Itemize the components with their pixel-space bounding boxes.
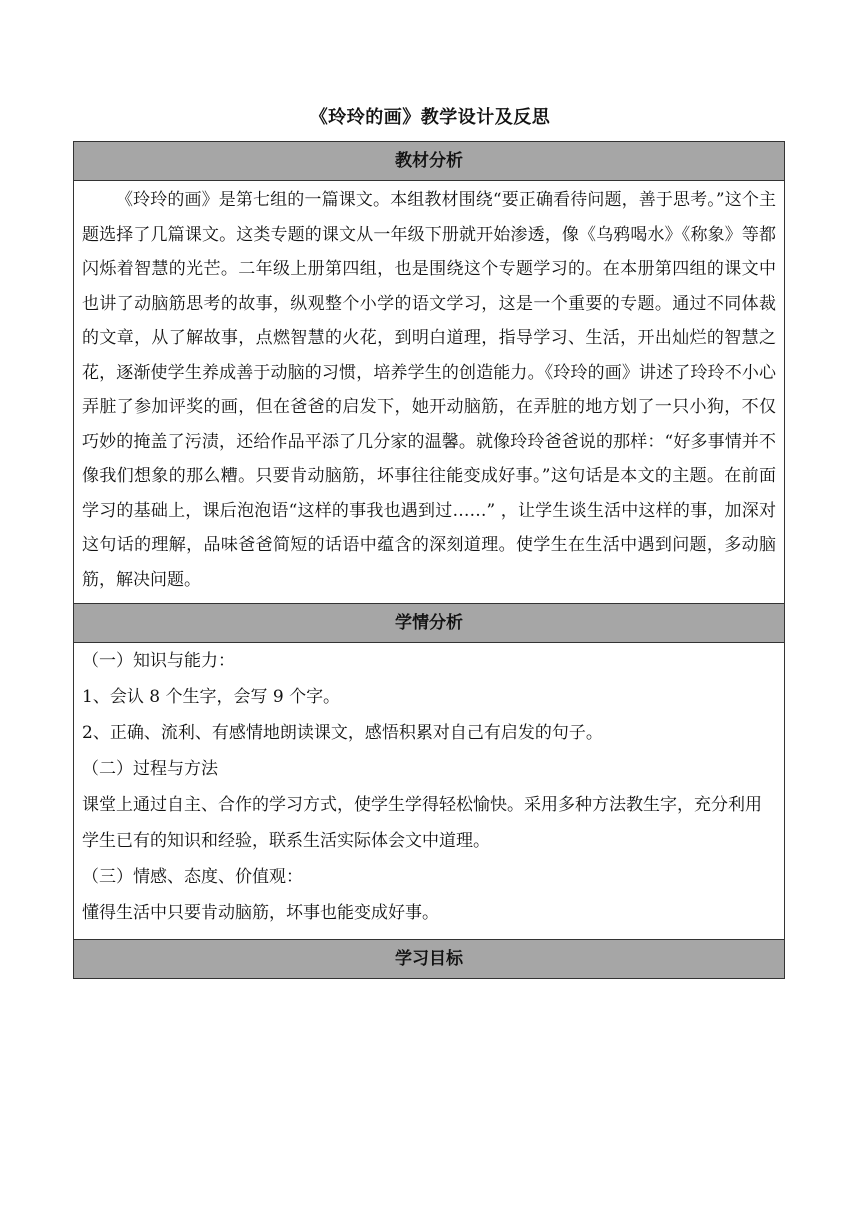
material-analysis-cell (74, 181, 784, 604)
material-analysis-text: 《玲玲的画》是第七组的一篇课文。本组教材围绕“要正确看待问题，善于思考。”这个主题选择了几篇课文。这类专题的课文从一年级下册就开始渗透，像《乌鸦喝水》《称象》等都闪烁着智慧的光芒。二年级上册第四组，也是围绕这个专题学习的。在本册第四组的课文中也讲了动脑筋思考的故事，纵观整个小学的语文学习，这是一个重要的专题。通过不同体裁的文章，从了解故事，点燃智慧的火花，到明白道理，指导学习、生活，开出灿烂的智慧之花，逐渐使学生养成善于动脑的习惯，培养学生的创造能力。《玲玲的画》讲述了玲玲不小心弄脏了参加评奖的画，但在爸爸的启发下，她开动脑筋，在弄脏的地方划了一只小狗，不仅巧妙的掩盖了污渍，还给作品平添了几分家的温馨。就像玲玲爸爸说的那样：“好多事情并不像我们想象的那么糟。只要肯动脑筋，坏事往往能变成好事。”这句话是本文的主题。在前面学习的基础上，课后泡泡语“这样的事我也遇到过……” ，让学生谈生活中这样的事，加深对这句话的理解，品味爸爸简短的话语中蕴含的深刻道理。使学生在生活中遇到问题，多动脑筋，解决问题。 (82, 190, 776, 590)
student-analysis-cell (74, 643, 784, 940)
student-analysis-line: 2、正确、流利、有感情地朗读课文，感悟积累对自己有启发的句子。 (82, 723, 603, 743)
lesson-plan-table (73, 141, 785, 979)
student-analysis-line: （一）知识与能力： (82, 651, 235, 671)
section-heading-student-analysis: 学情分析 (74, 604, 784, 643)
section-heading-material-analysis: 教材分析 (74, 142, 784, 181)
student-analysis-line: 1、会认 8 个生字，会写 9 个字。 (82, 687, 341, 707)
student-analysis-line: （二）过程与方法 (82, 759, 218, 779)
student-analysis-line: 懂得生活中只要肯动脑筋，坏事也能变成好事。 (82, 903, 439, 923)
section-heading-learning-goals: 学习目标 (74, 940, 784, 978)
document-title: 《玲玲的画》教学设计及反思 (309, 107, 551, 128)
student-analysis-line: 课堂上通过自主、合作的学习方式，使学生学得轻松愉快。采用多种方法教生字，充分利用学生已有的知识和经验，联系生活实际体会文中道理。 (82, 795, 762, 851)
student-analysis-line: （三）情感、态度、价值观： (82, 867, 303, 887)
